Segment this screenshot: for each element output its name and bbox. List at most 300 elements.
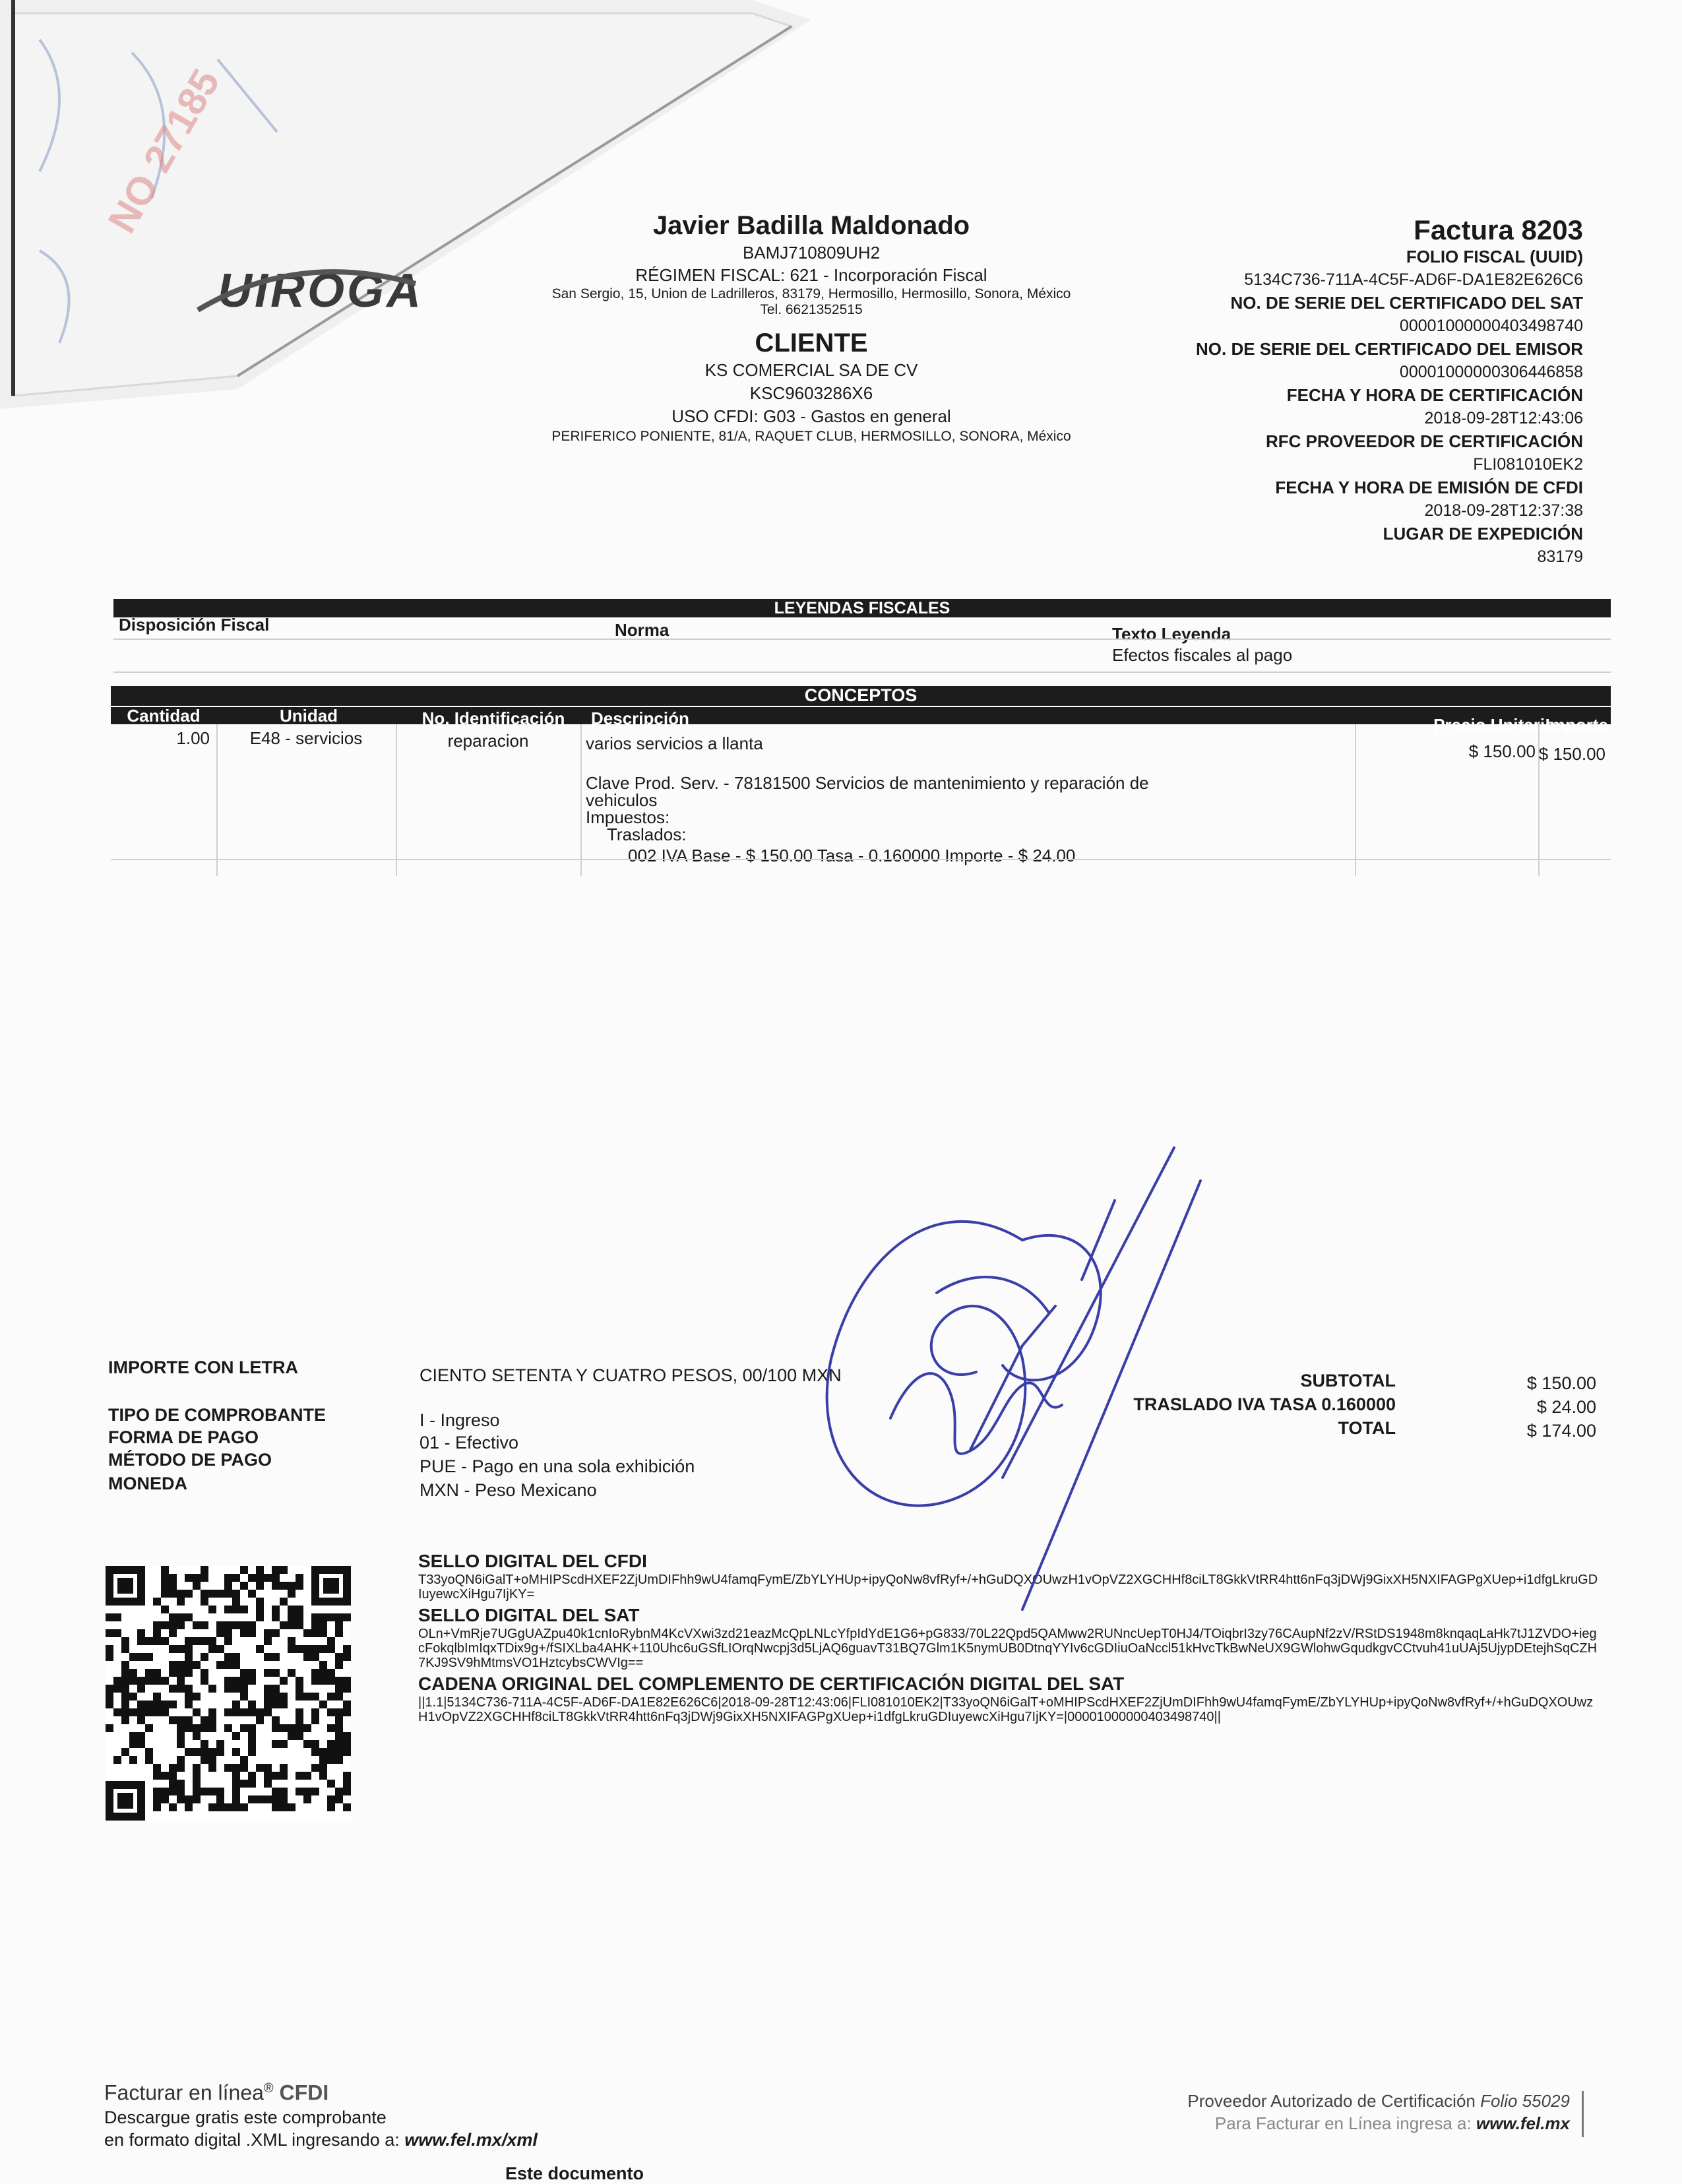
qr-module (185, 1700, 193, 1708)
qr-module (327, 1693, 335, 1700)
subtotal-value: $ 150.00 (1526, 1373, 1596, 1393)
qr-module (216, 1661, 224, 1669)
footer-bottom-text: Este documento (505, 2164, 644, 2183)
qr-module (153, 1621, 161, 1629)
total-value: $ 174.00 (1526, 1421, 1596, 1441)
footer-fel-link[interactable]: www.fel.mx (1476, 2113, 1570, 2133)
header-identificacion: No. Identificación (421, 708, 565, 728)
qr-module (335, 1693, 343, 1700)
logo-text: UIROGA (218, 265, 423, 317)
qr-module (185, 1590, 193, 1598)
qr-module (343, 1708, 351, 1716)
qr-module (216, 1740, 224, 1748)
fecha-emision-label: FECHA Y HORA DE EMISIÓN DE CFDI (1275, 478, 1583, 497)
qr-module (161, 1621, 169, 1629)
qr-module (177, 1621, 185, 1629)
qr-module (113, 1629, 121, 1637)
qr-module (113, 1756, 121, 1764)
qr-module (145, 1748, 153, 1756)
uuid-value: 5134C736-711A-4C5F-AD6F-DA1E82E626C6 (1244, 270, 1583, 289)
qr-module (224, 1677, 232, 1685)
qr-module (311, 1621, 319, 1629)
qr-module (280, 1764, 288, 1772)
qr-module (288, 1669, 296, 1677)
qr-module (169, 1574, 177, 1582)
qr-module (232, 1803, 240, 1811)
total-label: TOTAL (1338, 1418, 1396, 1438)
footer-descarga-2 (104, 2129, 538, 2151)
moneda-label: MONEDA (108, 1474, 187, 1493)
qr-module (272, 1693, 280, 1700)
qr-module (319, 1748, 327, 1756)
qr-module (335, 1724, 343, 1732)
footer-divider (1582, 2091, 1584, 2137)
qr-module (121, 1685, 129, 1693)
leyendas-col2: Norma (615, 620, 670, 640)
qr-module (177, 1724, 185, 1732)
qr-module (169, 1645, 177, 1653)
qr-module (256, 1598, 264, 1606)
qr-module (280, 1582, 288, 1590)
emisor-name: Javier Badilla Maldonado (652, 211, 970, 240)
qr-module (280, 1803, 288, 1811)
qr-module (161, 1574, 169, 1582)
header-precio: Precio Unitario (1433, 715, 1555, 735)
qr-module (296, 1788, 303, 1795)
importe-letra-value: CIENTO SETENTA Y CUATRO PESOS, 00/100 MXN (420, 1365, 842, 1385)
qr-module (311, 1653, 319, 1661)
qr-module (224, 1708, 232, 1716)
qr-module (272, 1772, 280, 1780)
qr-module (303, 1645, 311, 1653)
qr-module (145, 1756, 153, 1764)
row-iva: 002 IVA Base - $ 150.00 Tasa - 0.160000 Importe - $ 24.00 (628, 846, 1076, 865)
qr-module (185, 1669, 193, 1677)
qr-module (240, 1803, 248, 1811)
qr-module (145, 1724, 153, 1732)
cert-sat-value: 00001000000403498740 (1399, 317, 1583, 335)
qr-module (121, 1645, 129, 1653)
qr-module (311, 1669, 319, 1677)
qr-module (264, 1693, 272, 1700)
qr-module (177, 1716, 185, 1724)
qr-module (224, 1590, 232, 1598)
qr-module (303, 1772, 311, 1780)
qr-module (232, 1780, 240, 1788)
qr-module (169, 1621, 177, 1629)
qr-module (264, 1795, 272, 1803)
qr-module (256, 1582, 264, 1590)
qr-module (280, 1772, 288, 1780)
emisor-rfc: BAMJ710809UH2 (742, 243, 881, 263)
qr-module (296, 1693, 303, 1700)
qr-module (208, 1788, 216, 1795)
stamp-number: NO 27185 (99, 61, 228, 241)
qr-module (106, 1613, 113, 1621)
qr-module (240, 1677, 248, 1685)
qr-module (201, 1590, 208, 1598)
qr-module (153, 1772, 161, 1780)
qr-module (185, 1748, 193, 1756)
qr-module (145, 1677, 153, 1685)
qr-module (335, 1629, 343, 1637)
qr-module (208, 1803, 216, 1811)
qr-module (256, 1645, 264, 1653)
qr-module (153, 1637, 161, 1645)
qr-module (303, 1724, 311, 1732)
qr-module (335, 1756, 343, 1764)
qr-module (311, 1629, 319, 1637)
qr-module (343, 1700, 351, 1708)
qr-module (311, 1708, 319, 1716)
qr-module (288, 1613, 296, 1621)
qr-module (137, 1629, 145, 1637)
cert-emisor-label: NO. DE SERIE DEL CERTIFICADO DEL EMISOR (1196, 339, 1583, 359)
qr-module (216, 1803, 224, 1811)
qr-module (193, 1772, 201, 1780)
footer-right (1055, 2090, 1570, 2135)
footer-facturar (1055, 2112, 1570, 2135)
rfc-prov-label: RFC PROVEEDOR DE CERTIFICACIÓN (1265, 431, 1583, 451)
footer-facturar-text: Para Facturar en Línea ingresa a: (1214, 2113, 1472, 2133)
qr-module (201, 1637, 208, 1645)
qr-module (232, 1606, 240, 1613)
qr-module (216, 1621, 224, 1629)
qr-module (224, 1685, 232, 1693)
qr-module (248, 1732, 256, 1740)
qr-module (193, 1724, 201, 1732)
qr-module (121, 1693, 129, 1700)
qr-module (193, 1661, 201, 1669)
qr-module (272, 1582, 280, 1590)
leyendas-table (113, 591, 1611, 677)
qr-module (169, 1685, 177, 1693)
qr-module (161, 1566, 169, 1574)
qr-module (343, 1788, 351, 1795)
fecha-emision-value: 2018-09-28T12:37:38 (1424, 501, 1583, 520)
qr-module (185, 1645, 193, 1653)
qr-module (272, 1740, 280, 1748)
qr-module (280, 1788, 288, 1795)
qr-module (296, 1606, 303, 1613)
qr-module (161, 1772, 169, 1780)
qr-module (177, 1685, 185, 1693)
qr-module (106, 1645, 113, 1653)
qr-module (256, 1764, 264, 1772)
qr-module (216, 1645, 224, 1653)
qr-module (106, 1693, 113, 1700)
qr-module (208, 1645, 216, 1653)
qr-module (319, 1677, 327, 1685)
qr-module (311, 1613, 319, 1621)
qr-module (161, 1788, 169, 1795)
qr-module (264, 1637, 272, 1645)
qr-module (280, 1621, 288, 1629)
qr-module (129, 1708, 137, 1716)
qr-module (145, 1708, 153, 1716)
qr-module (185, 1693, 193, 1700)
cliente-address: PERIFERICO PONIENTE, 81/A, RAQUET CLUB, HERMOSILLO, SONORA, México (551, 429, 1071, 444)
qr-code (106, 1566, 351, 1821)
qr-module (311, 1748, 319, 1756)
conceptos-bottom-line (111, 859, 1611, 860)
qr-module (335, 1661, 343, 1669)
qr-module (185, 1716, 193, 1724)
cert-sat-label: NO. DE SERIE DEL CERTIFICADO DEL SAT (1230, 293, 1583, 313)
qr-module (264, 1780, 272, 1788)
qr-module (327, 1669, 335, 1677)
qr-module (232, 1748, 240, 1756)
qr-module (311, 1677, 319, 1685)
qr-module (319, 1661, 327, 1669)
qr-module (335, 1621, 343, 1629)
qr-module (153, 1598, 161, 1606)
qr-module (161, 1606, 169, 1613)
qr-module (224, 1629, 232, 1637)
qr-module (137, 1708, 145, 1716)
qr-module (296, 1645, 303, 1653)
qr-module (169, 1788, 177, 1795)
qr-module (177, 1613, 185, 1621)
fecha-cert-label: FECHA Y HORA DE CERTIFICACIÓN (1286, 385, 1583, 405)
qr-module (169, 1764, 177, 1772)
footer-proveedor-text: Proveedor Autorizado de Certificación (1187, 2091, 1476, 2111)
qr-module (272, 1669, 280, 1677)
qr-module (129, 1756, 137, 1764)
emisor-block (488, 210, 1135, 318)
qr-module (113, 1685, 121, 1693)
footer-brand-cfdi: CFDI (279, 2080, 329, 2105)
qr-module (296, 1708, 303, 1716)
cliente-block (488, 327, 1135, 446)
qr-module (208, 1716, 216, 1724)
qr-module (303, 1629, 311, 1637)
qr-module (311, 1788, 319, 1795)
qr-module (264, 1629, 272, 1637)
qr-module (343, 1780, 351, 1788)
qr-module (343, 1803, 351, 1811)
qr-module (248, 1748, 256, 1756)
qr-module (232, 1708, 240, 1716)
qr-module (106, 1653, 113, 1661)
qr-module (169, 1780, 177, 1788)
qr-module (232, 1788, 240, 1795)
leyendas-col1: Disposición Fiscal (119, 615, 270, 635)
qr-module (335, 1788, 343, 1795)
footer-brand-text: Facturar en línea (104, 2080, 264, 2105)
qr-module (335, 1748, 343, 1756)
qr-module (272, 1795, 280, 1803)
qr-module (185, 1795, 193, 1803)
footer-brand (104, 2075, 538, 2106)
qr-module (177, 1669, 185, 1677)
qr-module (137, 1637, 145, 1645)
qr-module (208, 1606, 216, 1613)
qr-module (193, 1764, 201, 1772)
qr-module (303, 1693, 311, 1700)
footer-descarga-1: Descargue gratis este comprobante (104, 2107, 387, 2127)
qr-module (232, 1574, 240, 1582)
qr-module (248, 1669, 256, 1677)
qr-module (248, 1629, 256, 1637)
qr-module (311, 1764, 319, 1772)
qr-module (272, 1606, 280, 1613)
qr-module (240, 1780, 248, 1788)
importe-letra-label: IMPORTE CON LETRA (108, 1357, 298, 1377)
qr-module (248, 1574, 256, 1582)
qr-module (296, 1724, 303, 1732)
qr-module (232, 1764, 240, 1772)
sello-cfdi-value: T33yoQN6iGalT+oMHIPScdHXEF2ZjUmDIFhh9wU4famqFymE/ZbYLYHUp+ipyQoNw8vfRyf+/+hGuDQXOUwzH1vOpVZ2XGCHHf8ciLT8GkkVtRR4htt6nFq3jDWj9GixXH5NXIFAGPgXUep+i1dfgLkruGDIuyewcXiHgu7IjKY= (418, 1573, 1598, 1602)
footer-folio: Folio 55029 (1480, 2091, 1570, 2111)
qr-module (240, 1629, 248, 1637)
qr-module (335, 1685, 343, 1693)
conceptos-table (111, 679, 1611, 871)
qr-module (288, 1582, 296, 1590)
qr-module (280, 1740, 288, 1748)
qr-module (288, 1724, 296, 1732)
qr-module (264, 1574, 272, 1582)
qr-module (248, 1677, 256, 1685)
qr-module (161, 1708, 169, 1716)
cliente-uso-cfdi: USO CFDI: G03 - Gastos en general (671, 406, 951, 426)
qr-module (311, 1716, 319, 1724)
qr-module (335, 1795, 343, 1803)
qr-module (327, 1795, 335, 1803)
fecha-cert-value: 2018-09-28T12:43:06 (1424, 409, 1583, 427)
qr-module (288, 1645, 296, 1653)
emisor-address: San Sergio, 15, Union de Ladrilleros, 83179, Hermosillo, Hermosillo, Sonora, México (551, 286, 1071, 301)
qr-module (232, 1732, 240, 1740)
qr-module (232, 1772, 240, 1780)
qr-module (280, 1700, 288, 1708)
cliente-heading: CLIENTE (755, 328, 868, 358)
factura-title: Factura 8203 (1414, 214, 1583, 245)
qr-module (296, 1716, 303, 1724)
qr-module (145, 1637, 153, 1645)
qr-module (193, 1574, 201, 1582)
emisor-phone: Tel. 6621352515 (760, 302, 863, 317)
qr-module (319, 1700, 327, 1708)
qr-module (208, 1748, 216, 1756)
qr-module (343, 1748, 351, 1756)
qr-module (177, 1732, 185, 1740)
metodo-value: PUE - Pago en una sola exhibición (420, 1456, 695, 1476)
qr-module (256, 1795, 264, 1803)
qr-module (288, 1606, 296, 1613)
qr-module (201, 1788, 208, 1795)
tipo-value: I - Ingreso (420, 1410, 500, 1430)
qr-module (106, 1700, 113, 1708)
qr-module (113, 1613, 121, 1621)
qr-module (272, 1685, 280, 1693)
qr-module (240, 1582, 248, 1590)
qr-module (248, 1740, 256, 1748)
qr-module (335, 1613, 343, 1621)
qr-module (161, 1700, 169, 1708)
qr-module (256, 1613, 264, 1621)
qr-module (193, 1748, 201, 1756)
qr-module (319, 1645, 327, 1653)
qr-module (208, 1724, 216, 1732)
qr-module (193, 1788, 201, 1795)
qr-module (288, 1803, 296, 1811)
qr-module (335, 1732, 343, 1740)
footer-xml-link[interactable]: www.fel.mx/xml (404, 2129, 538, 2150)
qr-module (185, 1613, 193, 1621)
header-descripcion: Descripción (591, 708, 689, 728)
qr-module (193, 1708, 201, 1716)
row-traslados: Traslados: (607, 825, 687, 844)
uuid-label: FOLIO FISCAL (UUID) (1406, 247, 1583, 266)
qr-module (121, 1748, 129, 1756)
qr-module (193, 1795, 201, 1803)
qr-module (137, 1700, 145, 1708)
qr-module (201, 1677, 208, 1685)
qr-module (129, 1693, 137, 1700)
row-cantidad: 1.00 (176, 728, 210, 748)
qr-module (240, 1621, 248, 1629)
qr-module (153, 1669, 161, 1677)
qr-module (129, 1740, 137, 1748)
qr-module (169, 1669, 177, 1677)
qr-module (256, 1566, 264, 1574)
qr-module (232, 1795, 240, 1803)
qr-module (327, 1803, 335, 1811)
iva-label: TRASLADO IVA TASA 0.160000 (1133, 1394, 1396, 1414)
qr-module (319, 1621, 327, 1629)
conceptos-title: CONCEPTOS (804, 685, 918, 705)
qr-module (319, 1669, 327, 1677)
qr-module (264, 1685, 272, 1693)
qr-module (137, 1740, 145, 1748)
qr-module (177, 1590, 185, 1598)
cert-emisor-value: 00001000000306446858 (1399, 363, 1583, 381)
qr-module (216, 1788, 224, 1795)
qr-module (153, 1795, 161, 1803)
qr-module (256, 1574, 264, 1582)
header-cantidad: Cantidad (127, 706, 201, 726)
qr-module (224, 1637, 232, 1645)
lugar-value: 83179 (1537, 547, 1583, 566)
qr-module (280, 1795, 288, 1803)
leyendas-divider (113, 639, 1611, 640)
qr-module (248, 1708, 256, 1716)
qr-module (264, 1700, 272, 1708)
handwritten-signature (805, 1108, 1214, 1675)
qr-module (177, 1756, 185, 1764)
qr-module (272, 1653, 280, 1661)
qr-module (201, 1621, 208, 1629)
qr-module (288, 1732, 296, 1740)
qr-module (201, 1566, 208, 1574)
qr-module (248, 1700, 256, 1708)
logo-swoosh-icon (191, 244, 442, 317)
qr-module (280, 1693, 288, 1700)
qr-module (240, 1685, 248, 1693)
qr-module (208, 1590, 216, 1598)
qr-module (169, 1629, 177, 1637)
qr-module (296, 1772, 303, 1780)
leyendas-col3: Texto Leyenda (1112, 624, 1231, 644)
qr-module (240, 1693, 248, 1700)
qr-module (311, 1740, 319, 1748)
qr-module (327, 1677, 335, 1685)
sello-sat-value: OLn+VmRje7UGgUAZpu40k1cnIoRybnM4KcVXwi3zd21eazMcQpLNLcYfpIdYdE1G6+pG833/70L22Qpd5QAMww2RUNncUepT0HJ4/TOiqbrI3zy76CAupNf2zV/RStDS1948m8knqaqLaHk7tJ1ZVDO+iegcFokqlbImIqxTDix9g+/fSIXLba4AHK+110Uhc6uGSfLIOrqNwcpj3d5LjAQ6guavT31BQ7Glm1K5nymUB0DtnqYYIv6cGDIiuOaNccl51kHvcTkBwNeUX9GWlohwGqudkgvCCtvuh41uUAj5UjypDEtejhSqCZH7KJ9SV9hMtmsVO1HztcybsCWVIg== (418, 1627, 1598, 1670)
qr-module (319, 1613, 327, 1621)
qr-module (280, 1677, 288, 1685)
header-unidad: Unidad (279, 706, 338, 726)
